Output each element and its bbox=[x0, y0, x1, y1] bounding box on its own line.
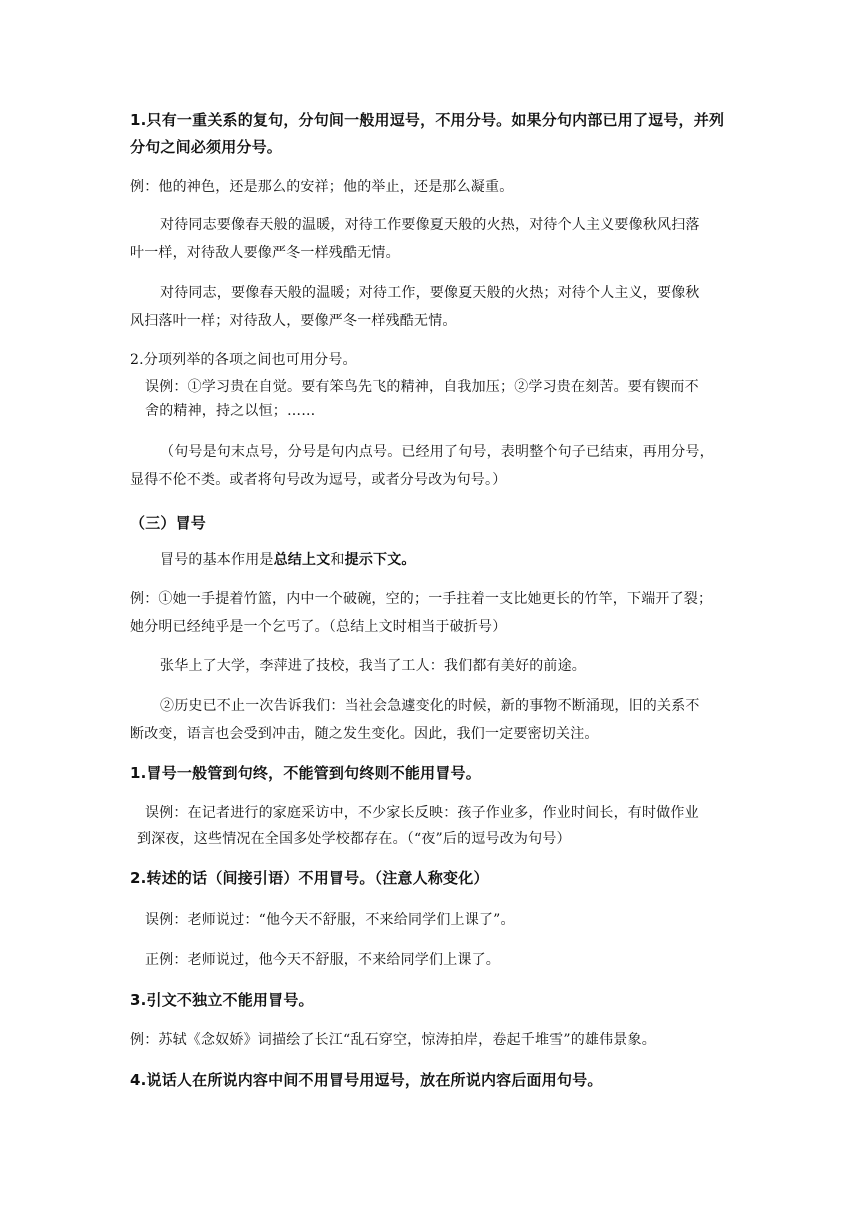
colon-example-1-line-2: 她分明已经纯乎是一个乞丐了。（总结上文时相当于破折号） bbox=[130, 619, 507, 635]
example-c-line-2: 风扫落叶一样；对待敌人，要像严冬一样残酷无情。 bbox=[130, 313, 457, 329]
example-b-line-2: 叶一样，对待敌人要像严冬一样残酷无情。 bbox=[130, 245, 400, 261]
colon-intro bbox=[160, 550, 416, 570]
colon-rule-1: 1.冒号一般管到句终，不能管到句终则不能用冒号。 bbox=[130, 764, 481, 782]
colon-rule-2-wrong: 误例：老师说过：“他今天不舒服，不来给同学们上课了”。 bbox=[145, 912, 515, 928]
colon-example-3-line-1: ②历史已不止一次告诉我们：当社会急遽变化的时候，新的事物不断涌现，旧的关系不 bbox=[160, 698, 700, 714]
rule-2-heading: 2.分项列举的各项之间也可用分号。 bbox=[130, 352, 357, 368]
colon-example-2: 张华上了大学，李萍进了技校，我当了工人：我们都有美好的前途。 bbox=[160, 658, 586, 674]
colon-example-1-line-1: 例：①她一手提着竹篮，内中一个破碗，空的；一手拄着一支比她更长的竹竿，下端开了裂； bbox=[130, 591, 713, 607]
colon-rule-1-wrong-line-1: 误例：在记者进行的家庭采访中，不少家长反映：孩子作业多，作业时间长，有时做作业 bbox=[145, 805, 699, 821]
note-line-1: （句号是句末点号，分号是句内点号。已经用了句号，表明整个句子已结束，再用分号， bbox=[160, 444, 714, 460]
section-heading-colon: （三）冒号 bbox=[130, 514, 207, 532]
colon-rule-2: 2.转述的话（间接引语）不用冒号。（注意人称变化） bbox=[130, 869, 489, 887]
example-c-line-1: 对待同志，要像春天般的温暖；对待工作，要像夏天般的火热；对待个人主义，要像秋 bbox=[160, 285, 700, 301]
colon-example-3-line-2: 断改变，语言也会受到冲击，随之发生变化。因此，我们一定要密切关注。 bbox=[130, 726, 599, 742]
wrong-example-line-2: 舍的精神，持之以恒；…… bbox=[145, 403, 316, 419]
colon-intro-bold-1: 总结上文 bbox=[273, 552, 331, 568]
colon-rule-1-wrong-line-2: 到深夜，这些情况在全国多处学校都存在。（“夜”后的逗号改为句号） bbox=[137, 831, 571, 847]
rule-1-line-1: 1.只有一重关系的复句，分句间一般用逗号，不用分号。如果分句内部已用了逗号，并列 bbox=[130, 111, 725, 129]
note-line-2: 显得不伦不类。或者将句号改为逗号，或者分号改为句号。） bbox=[130, 472, 507, 488]
colon-rule-3: 3.引文不独立不能用冒号。 bbox=[130, 991, 314, 1009]
colon-rule-2-right: 正例：老师说过，他今天不舒服，不来给同学们上课了。 bbox=[145, 952, 500, 968]
rule-1-line-2: 分句之间必须用分号。 bbox=[130, 138, 283, 156]
colon-rule-3-example: 例：苏轼《念奴娇》词描绘了长江“乱石穿空，惊涛拍岸，卷起千堆雪”的雄伟景象。 bbox=[130, 1032, 656, 1048]
wrong-example-line-1: 误例：①学习贵在自觉。要有笨鸟先飞的精神，自我加压；②学习贵在刻苦。要有锲而不 bbox=[145, 379, 699, 395]
colon-intro-bold-2: 提示下文。 bbox=[344, 552, 416, 568]
colon-rule-4: 4.说话人在所说内容中间不用冒号用逗号，放在所说内容后面用句号。 bbox=[130, 1071, 603, 1089]
colon-intro-mid: 和 bbox=[330, 552, 345, 568]
example-semicolon-a: 例：他的神色，还是那么的安祥；他的举止，还是那么凝重。 bbox=[130, 179, 514, 195]
example-b-line-1: 对待同志要像春天般的温暖，对待工作要像夏天般的火热，对待个人主义要像秋风扫落 bbox=[160, 217, 700, 233]
colon-intro-pre: 冒号的基本作用是 bbox=[160, 552, 274, 568]
